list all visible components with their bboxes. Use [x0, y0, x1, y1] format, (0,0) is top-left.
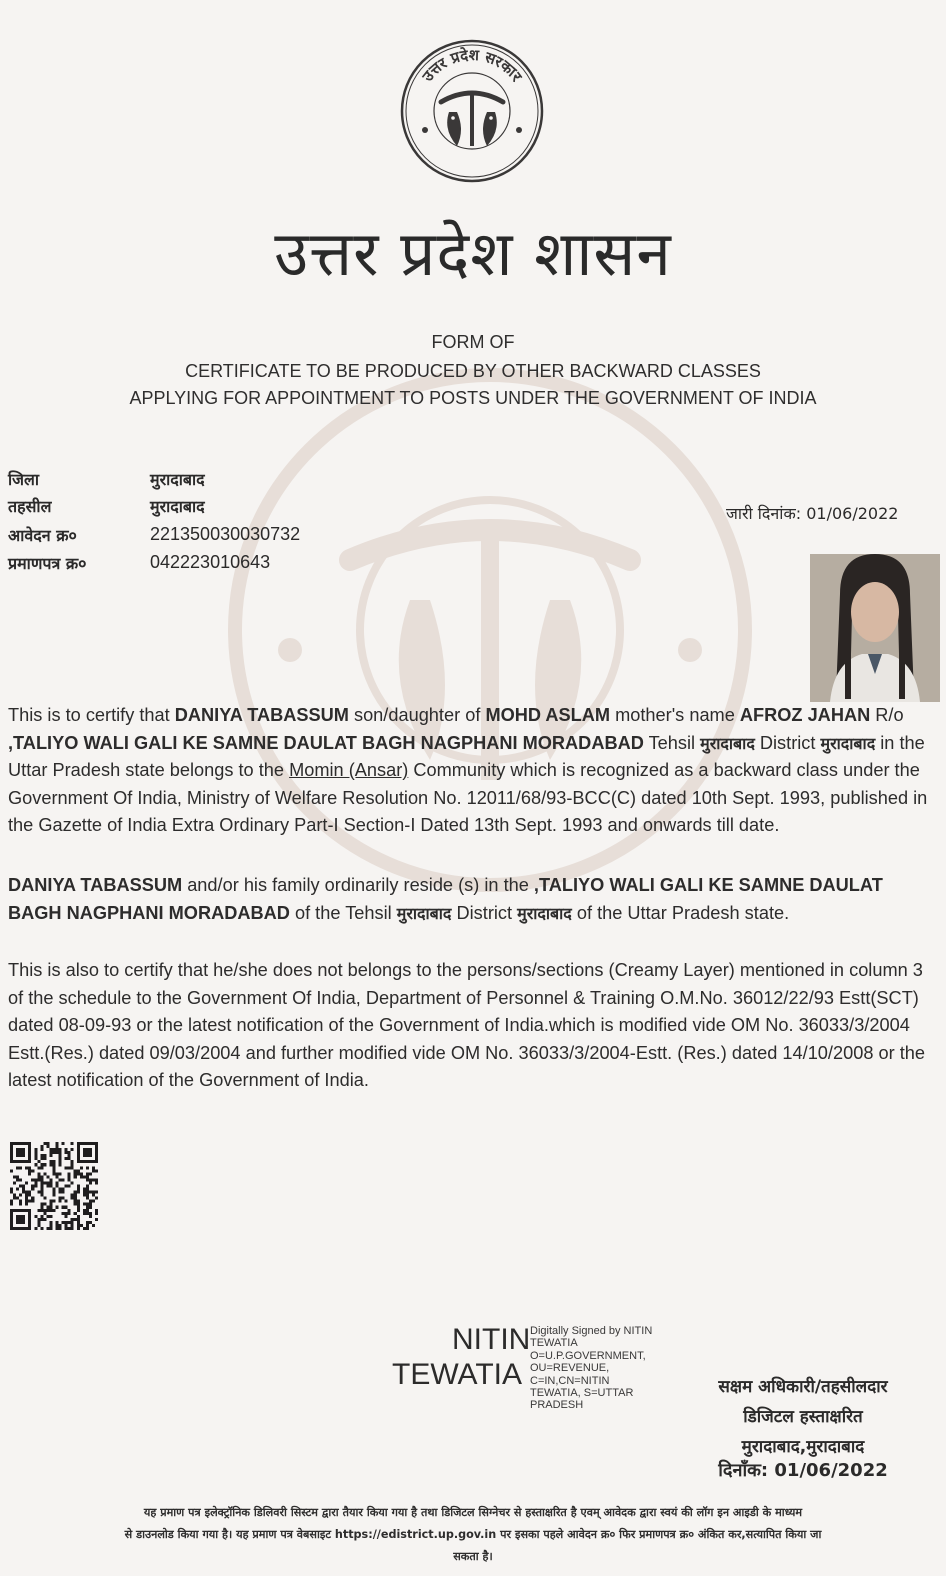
p1-text: Tehsil: [643, 732, 701, 753]
sig-detail-line: TEWATIA, S=UTTAR: [530, 1387, 634, 1400]
residence-address: ,TALIYO WALI GALI KE SAMNE DAULAT BAGH NAGPHANI MORADABAD: [8, 875, 883, 923]
p1-text: in the Uttar Pradesh state belongs to the: [8, 732, 925, 781]
digital-signature-details: [530, 1325, 680, 1412]
district-name: मुरादाबाद: [820, 733, 876, 753]
sig-detail-line: OU=REVENUE,: [530, 1362, 610, 1375]
district-value: मुरादाबाद: [150, 470, 205, 489]
p2-text: District: [451, 902, 518, 923]
application-number-value: 221350030030732: [150, 524, 301, 544]
father-name: MOHD ASLAM: [485, 705, 611, 725]
certificate-number-label: प्रमाणपत्र क्र०: [8, 554, 87, 573]
p1-text: mother's name: [610, 705, 740, 725]
sig-detail-line: TEWATIA: [530, 1337, 578, 1350]
officer-location: मुरादाबाद,मुरादाबाद: [741, 1437, 865, 1457]
officer-signature-type: डिजिटल हस्ताक्षरित: [743, 1407, 863, 1427]
applicant-name: DANIYA TABASSUM: [174, 705, 349, 725]
footer-line: से डाउनलोड किया गया है। यह प्रमाण पत्र वेबसाइट https://edistrict.up.gov.in पर इसका पहले आवेदन क्र० फिर प्रमाणपत्र क्र० अंकित कर,सत्यापित किया जा: [124, 1528, 822, 1541]
applicant-photo: [810, 554, 940, 702]
p1-text: District: [754, 732, 821, 753]
emblem-text: उत्तर प्रदेश सरकार: [418, 45, 526, 85]
tehsil-name: मुरादाबाद: [396, 903, 452, 923]
up-government-emblem: [399, 38, 545, 184]
community-name: Momin (Ansar): [289, 760, 409, 781]
residence-address: ,TALIYO WALI GALI KE SAMNE DAULAT BAGH NAGPHANI MORADABAD: [8, 732, 644, 753]
tehsil-value: मुरादाबाद: [150, 497, 205, 516]
form-heading-line2: CERTIFICATE TO BE PRODUCED BY OTHER BACKWARD CLASSES: [185, 361, 761, 381]
p1-text: R/o: [870, 705, 904, 725]
sig-detail-line: Digitally Signed by NITIN: [530, 1325, 653, 1337]
tehsil-name: मुरादाबाद: [700, 733, 755, 753]
district-name: मुरादाबाद: [517, 903, 572, 923]
mother-name: AFROZ JAHAN: [739, 705, 871, 725]
footer-note: [4, 1502, 942, 1568]
applicant-name: DANIYA TABASSUM: [8, 875, 183, 895]
p1-text: Community which is recognized as a backward class under the Government Of India, Ministry of Welfare Resolution No. 12011/68/93-BCC(C) dated 10th Sept. 1993, published in the Gazette of India Extra Ordinary Part-I Section-I Dated 13th Sept. 1993 and onwards till date.: [8, 760, 928, 836]
sig-detail-line: PRADESH: [530, 1399, 584, 1412]
district-label: जिला: [8, 470, 40, 489]
footer-line: सकता है।: [453, 1550, 493, 1563]
p2-text: of the Uttar Pradesh state.: [571, 902, 790, 923]
certificate-number-value: 042223010643: [150, 552, 271, 572]
qr-code: [10, 1142, 98, 1230]
officer-date: दिनाँक: 01/06/2022: [718, 1460, 888, 1481]
sig-detail-line: C=IN,CN=NITIN: [530, 1374, 610, 1387]
application-number-label: आवेदन क्र०: [8, 526, 77, 545]
p1-text: son/daughter of: [348, 705, 486, 725]
page-title: उत्तर प्रदेश शासन: [274, 217, 672, 290]
residence-paragraph: [8, 872, 938, 927]
tehsil-label: तहसील: [8, 497, 52, 516]
p1-text: This is to certify that: [8, 705, 175, 725]
certification-paragraph: [8, 702, 938, 840]
p2-text: of the Tehsil: [289, 902, 397, 923]
form-heading-line1: FORM OF: [431, 332, 515, 352]
footer-line: यह प्रमाण पत्र इलेक्ट्रॉनिक डिलिवरी सिस्टम द्वारा तैयार किया गया है तथा डिजिटल सिग्नेचर से हस्ताक्षरित है एवम् आवेदक द्वारा स्वयं की लॉग इन आइडी के माध्यम: [143, 1506, 803, 1519]
signer-last-name: TEWATIA: [392, 1358, 522, 1391]
sig-detail-line: O=U.P.GOVERNMENT,: [530, 1349, 646, 1362]
signer-first-name: NITIN: [452, 1323, 531, 1356]
officer-designation: सक्षम अधिकारी/तहसीलदार: [718, 1377, 888, 1397]
p2-text: and/or his family ordinarily reside (s) in the: [182, 875, 534, 895]
form-heading-line3: APPLYING FOR APPOINTMENT TO POSTS UNDER THE GOVERNMENT OF INDIA: [129, 388, 817, 408]
creamy-layer-paragraph: This is also to certify that he/she does not belongs to the persons/sections (Creamy Layer) mentioned in column 3 of the schedule to the Government Of India, Department of Personnel & Training O.M.No. 36012/22/93 Estt(SCT) dated 08-09-93 or the latest notification of the Government of India.which is modified vide OM No. 36033/3/2004 Estt.(Res.) dated 09/03/2004 and further modified vide OM No. 36033/3/2004-Estt. (Res.) dated 14/10/2008 or the latest notification of the Government of India.: [8, 960, 925, 1091]
issue-date: जारी दिनांक: 01/06/2022: [726, 504, 899, 523]
